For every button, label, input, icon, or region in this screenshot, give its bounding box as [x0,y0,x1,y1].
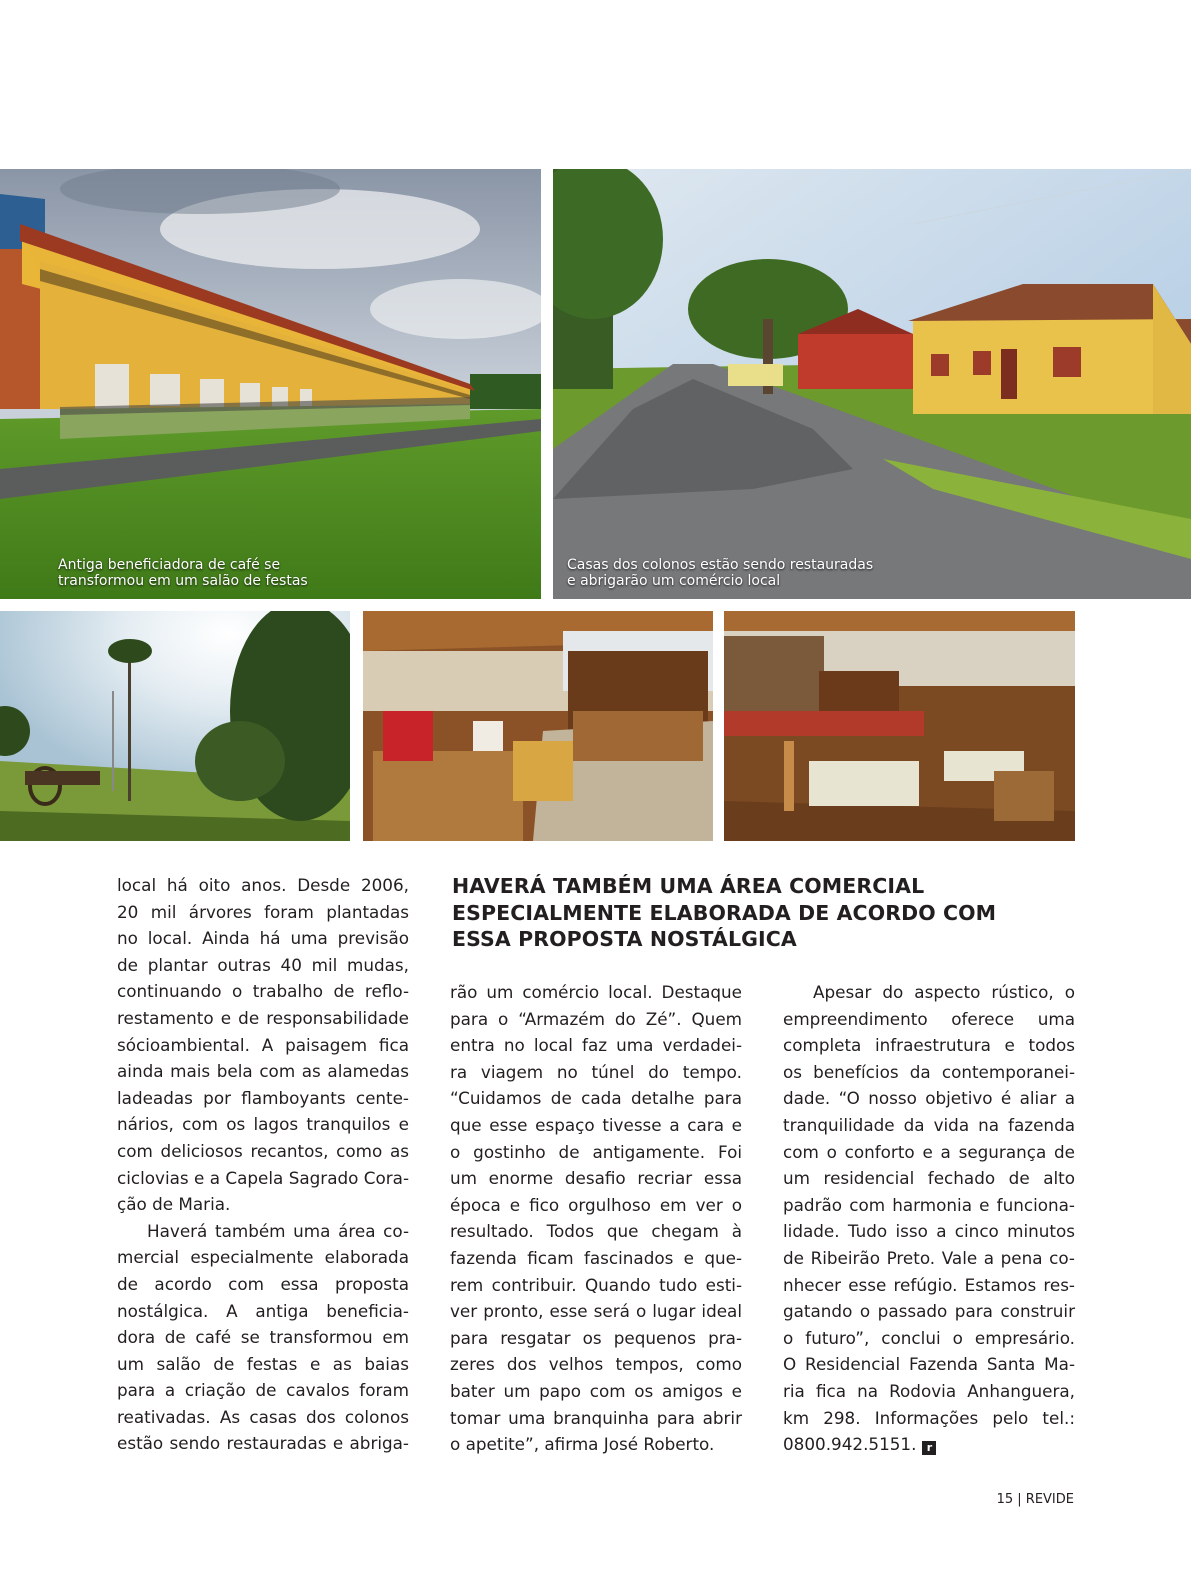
coffee-processing-building-photo [0,169,541,599]
magazine-name: REVIDE [1025,1492,1074,1507]
pull-quote-headline: HAVERÁ TAMBÉM UMA ÁREA COMERCIAL ESPECIALMENTE ELABORADA DE ACORDO COM ESSA PROPOSTA NOSTÁLGICA [452,874,997,951]
article-column-3: Apesar do aspecto rústico, o empreendimento oferece uma completa infraestrutura e todos os benefícios da contemporanei- dade. “O nosso objetivo é aliar a tranquilidade da vida na fazenda com o conforto e a segurança de um residencial fechado de alto padrão com harmonia e funciona- lidade. Tudo isso a cinco minutos de Ribeirão Preto. Vale a pena co- nhecer esse refúgio. Estamos res- gatando o passado para construir o futuro”, conclui o empresário. O Residencial Fazenda Santa Ma- ria fica na Rodovia Anhanguera, km 298. Informações pelo tel.: 0800.942.5151. r [783,979,1075,1458]
article-end-mark: r [922,1441,936,1455]
article-last-line: 0800.942.5151. r [783,1431,1075,1458]
colonist-houses-photo [553,169,1191,599]
folio-separator: | [1017,1492,1022,1507]
article-column-1: local há oito anos. Desde 2006, 20 mil árvores foram plantadas no local. Ainda há uma previsão de plantar outras 40 mil mudas, continuando o trabalho de reflo- restamento e de responsabilidade sócioambiental. A paisagem fica ainda mais bela com as alamedas ladeadas por flamboyants cente- nários, com os lagos tranquilos e com deliciosos recantos, como as ciclovias e a Capela Sagrado Cora- ção de Maria. Haverá também uma área co- mercial especialmente elaborada de acordo com essa proposta nostálgica. A antiga beneficia- dora de café se transformou em um salão de festas e as baias para a criação de cavalos foram reativadas. As casas dos colonos estão sendo restauradas e abriga- [117,875,409,1454]
article-column-2: rão um comércio local. Destaque para o “Armazém do Zé”. Quem entra no local faz uma verdadei- ra viagem no túnel do tempo. “Cuidamos de cada detalhe para que esse espaço tivesse a cara e o gostinho de antigamente. Foi um enorme desafio recriar essa época e fico orgulhoso em ver o resultado. Todos que chegam à fazenda ficam fascinados e que- rem contribuir. Quando tudo esti- ver pronto, esse será o lugar ideal para resgatar os pequenos pra- zeres dos velhos tempos, como bater um papo com os amigos e tomar uma branquinha para abrir o apetite”, afirma José Roberto. [450,982,742,1455]
photo-caption: Antiga beneficiadora de café se transformou em um salão de festas [58,557,308,589]
photo-caption: Casas dos colonos estão sendo restauradas e abrigarão um comércio local [567,557,874,589]
ox-cart-landscape-photo [0,611,350,841]
page-folio [997,1492,1074,1507]
bar-restaurant-interior-photo [724,611,1075,841]
general-store-interior-photo [363,611,713,841]
page-number: 15 [996,1492,1014,1507]
